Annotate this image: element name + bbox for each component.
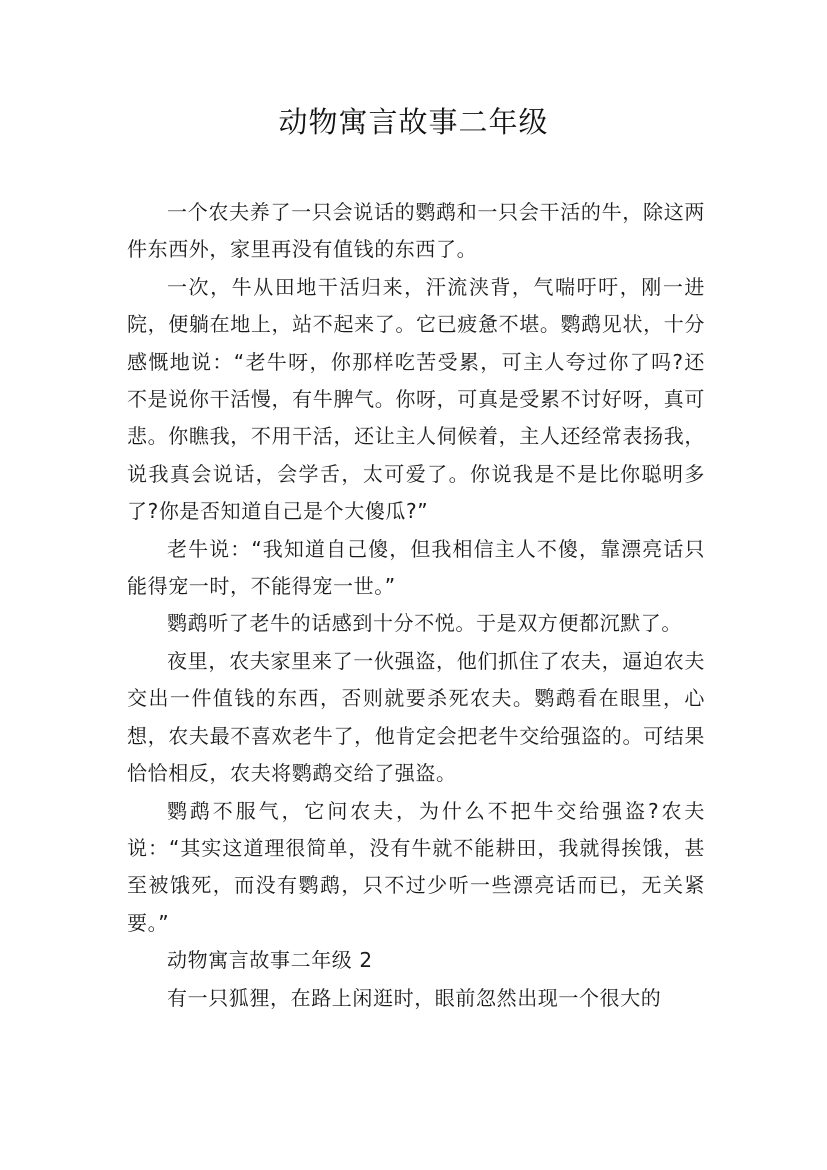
section-heading: 动物寓言故事二年级 2: [167, 948, 373, 973]
document-body: [127, 194, 705, 1017]
paragraph: 鹦鹉听了老牛的话感到十分不悦。于是双方便都沉默了。: [167, 611, 682, 636]
paragraph: 一个农夫养了一只会说话的鹦鹉和一只会干活的牛，除这两件东西外，家里再没有值钱的东西了。: [127, 200, 705, 262]
document-title: 动物寓言故事二年级: [278, 105, 549, 139]
paragraph: 老牛说：“我知道自己傻，但我相信主人不傻，靠漂亮话只能得宠一时，不能得宠一世。”: [127, 536, 705, 599]
paragraph: 鹦鹉不服气，它问农夫，为什么不把牛交给强盗?农夫说：“其实这道理很简单，没有牛就不能耕田，我就得挨饿，甚至被饿死，而没有鹦鹉，只不过少听一些漂亮话而已，无关紧要。”: [127, 798, 705, 935]
paragraph: 有一只狐狸，在路上闲逛时，眼前忽然出现一个很大的: [167, 985, 662, 1010]
paragraph: 一次，牛从田地干活归来，汗流浃背，气喘吁吁，刚一进院，便躺在地上，站不起来了。它已疲惫不堪。鹦鹉见状，十分感慨地说：“老牛呀，你那样吃苦受累，可主人夸过你了吗?还不是说你干活慢，有牛脾气。你呀，可真是受累不讨好呀，真可悲。你瞧我，不用干活，还让主人伺候着，主人还经常表扬我，说我真会说话，会学舌，太可爱了。你说我是不是比你聪明多了?你是否知道自己是个大傻瓜?”: [127, 274, 705, 524]
paragraph: 夜里，农夫家里来了一伙强盗，他们抓住了农夫，逼迫农夫交出一件值钱的东西，否则就要杀死农夫。鹦鹉看在眼里，心想，农夫最不喜欢老牛了，他肯定会把老牛交给强盗的。可结果恰恰相反，农夫将鹦鹉交给了强盗。: [127, 648, 705, 786]
